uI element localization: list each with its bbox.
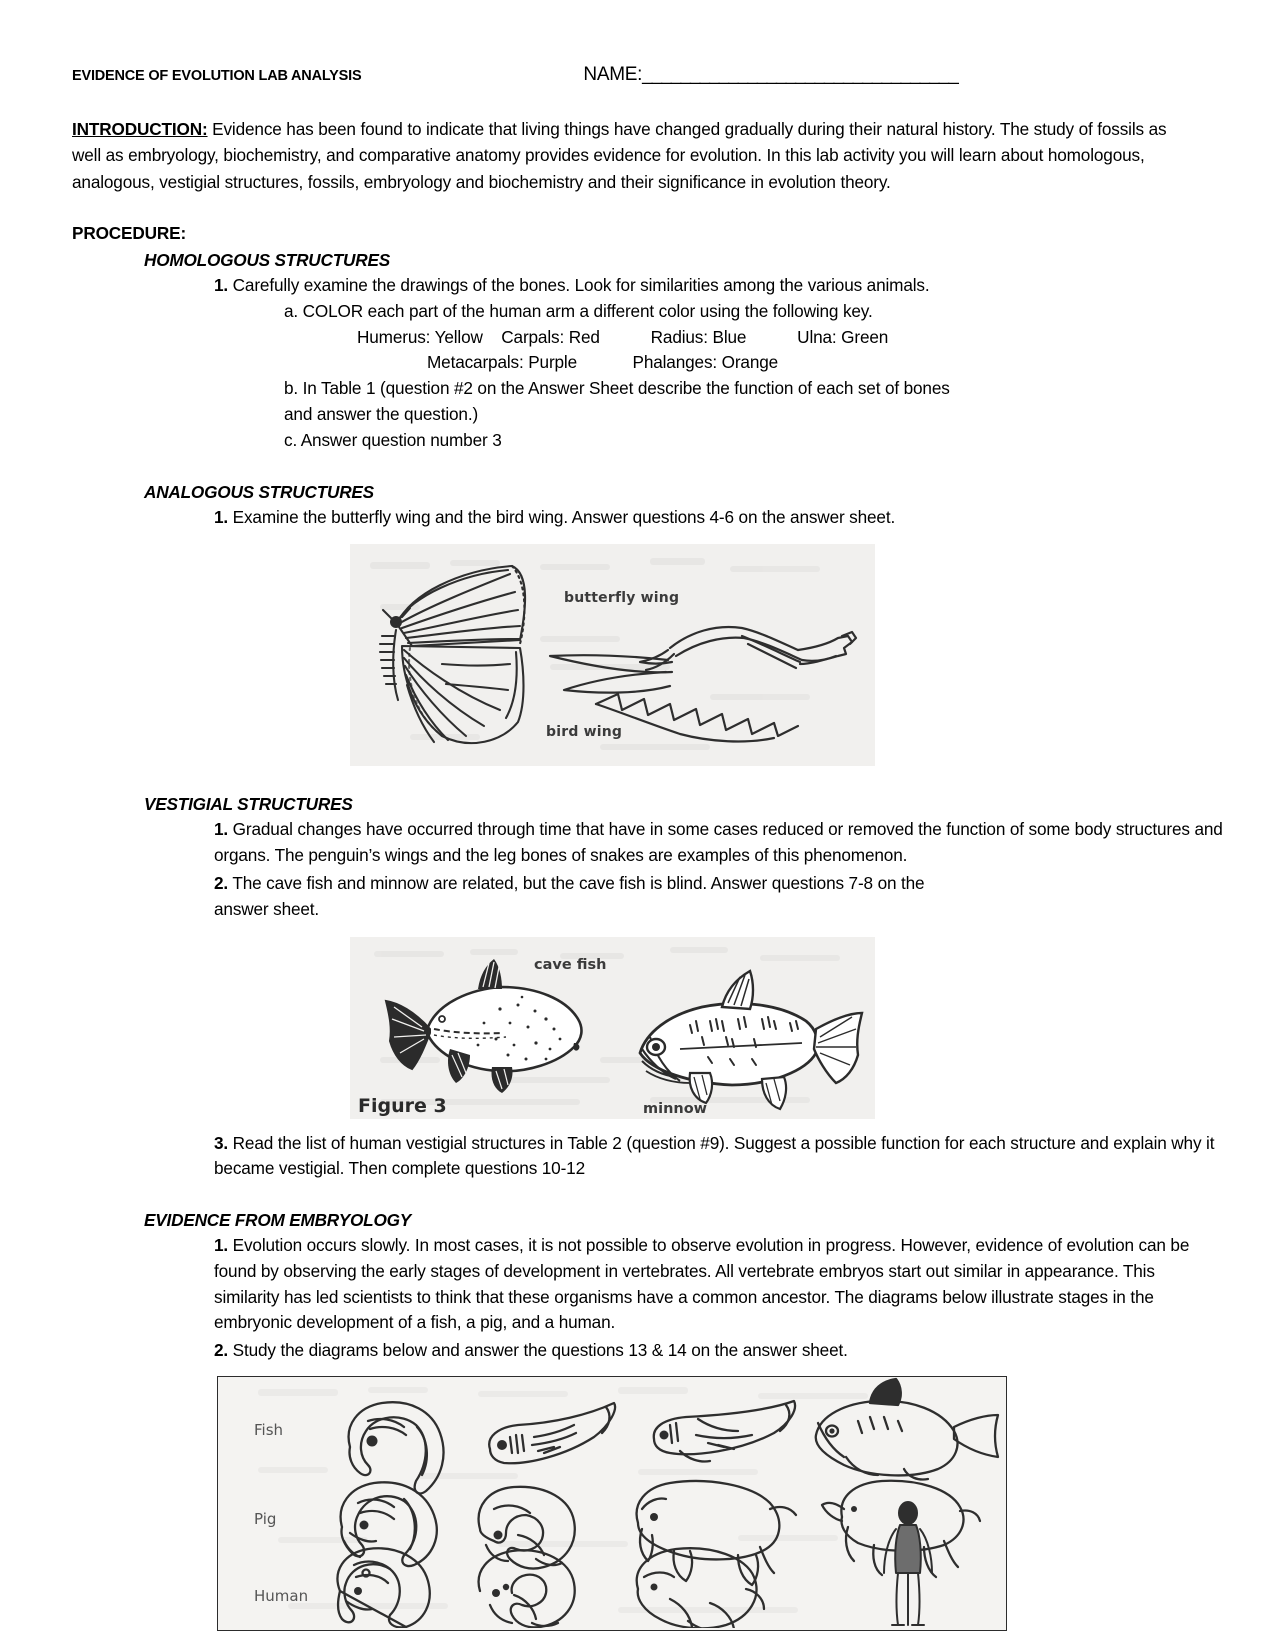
homologous-item-c: c. Answer question number 3 [284,429,502,450]
cave-fish-label: cave fish [534,956,607,973]
introduction-label: INTRODUCTION: [72,119,208,139]
section-vestigial-structures-heading: VESTIGIAL STRUCTURES [144,794,353,815]
homologous-item-b: b. In Table 1 (question #2 on the Answer Sheet describe the function of each set of bones and answer the question.) [284,378,950,424]
bone-color-key-line-2: Metacarpals: Purple Phalanges: Orange [427,352,779,373]
name-field-block [583,64,957,86]
vestigial-item-3 [214,1131,1234,1183]
embryo-development-drawing [218,1377,1004,1628]
figure-vestigial-fish [350,937,875,1119]
name-label: NAME: [583,64,643,85]
vestigial-item-2 [214,871,974,923]
section-homologous-structures-heading: HOMOLOGOUS STRUCTURES [144,249,390,270]
figure-embryology-stages [217,1376,1007,1631]
embryo-row-label-fish: Fish [254,1421,284,1440]
section-embryology-heading: EVIDENCE FROM EMBRYOLOGY [144,1210,412,1231]
vestigial-item-2-number: 2. [214,872,229,893]
section-analogous-structures-heading: ANALOGOUS STRUCTURES [144,481,374,502]
document-header [72,64,1182,90]
embryo-row-label-human: Human [254,1587,309,1606]
cave-fish-minnow-drawing [350,937,875,1119]
procedure-label: PROCEDURE: [72,222,187,243]
page-title: EVIDENCE OF EVOLUTION LAB ANALYSIS [72,68,362,84]
homologous-item-1-text: Carefully examine the drawings of the bones. Look for similarities among the various animals. [228,274,930,295]
document-content [72,64,1223,1631]
vestigial-item-3-number: 3. [214,1132,229,1153]
bird-wing-label: bird wing [546,724,623,741]
vestigial-item-1-text: Gradual changes have occurred through time that have in some cases reduced or removed the function of some body structures and organs. The penguin’s wings and the leg bones of snakes are examples of this phenomenon. [214,819,1223,866]
analogous-item-1 [214,505,1174,531]
figure-analogous-structures [350,544,875,766]
introduction-text: Evidence has been found to indicate that living things have changed gradually during their natural history. The study of fossils as well as embryology, biochemistry, and comparative anatomy provides evidence for evolution. In this lab activity you will learn about homologous, analogous, vestigial structures, fossils, embryology and biochemistry and their significance in evolution theory. [72,119,1167,192]
embryology-item-1-number: 1. [214,1235,229,1256]
vestigial-item-2-text: The cave fish and minnow are related, but the cave fish is blind. Answer questions 7-8 on the answer sheet. [214,872,925,919]
figure-3-caption: Figure 3 [358,1094,447,1117]
introduction-paragraph [72,116,1177,195]
embryology-item-2 [214,1338,1224,1364]
butterfly-wing-label: butterfly wing [564,590,680,607]
embryo-row-label-pig: Pig [254,1510,277,1529]
homologous-item-a: a. COLOR each part of the human arm a different color using the following key. [284,300,873,321]
homologous-item-1 [214,273,1174,299]
embryology-item-2-number: 2. [214,1340,229,1361]
vestigial-item-1 [214,817,1226,869]
name-blank-line[interactable]: _________________________________ [642,64,958,85]
analogous-structures-drawing [350,544,875,766]
embryology-item-1 [214,1233,1224,1336]
analogous-item-1-number: 1. [214,506,229,527]
embryology-item-2-text: Study the diagrams below and answer the questions 13 & 14 on the answer sheet. [228,1340,848,1361]
vestigial-item-1-number: 1. [214,819,229,840]
analogous-item-1-text: Examine the butterfly wing and the bird wing. Answer questions 4-6 on the answer sheet. [228,506,896,527]
minnow-label: minnow [643,1100,708,1117]
homologous-item-1-number: 1. [214,274,229,295]
embryology-item-1-text: Evolution occurs slowly. In most cases, it is not possible to observe evolution in progress. However, evidence of evolution can be found by observing the early stages of development in vertebrates. All vertebrate embryos start out similar in appearance. This similarity has led scientists to think that these organisms have a common ancestor. The diagrams below illustrate stages in the embryonic development of a fish, a pig, and a human. [214,1235,1190,1333]
vestigial-item-3-text: Read the list of human vestigial structures in Table 2 (question #9). Suggest a possible function for each structure and explain why it became vestigial. Then complete questions 10-12 [214,1132,1215,1179]
bone-color-key-line-1: Humerus: Yellow Carpals: Red Radius: Blue Ulna: Green [357,326,889,347]
